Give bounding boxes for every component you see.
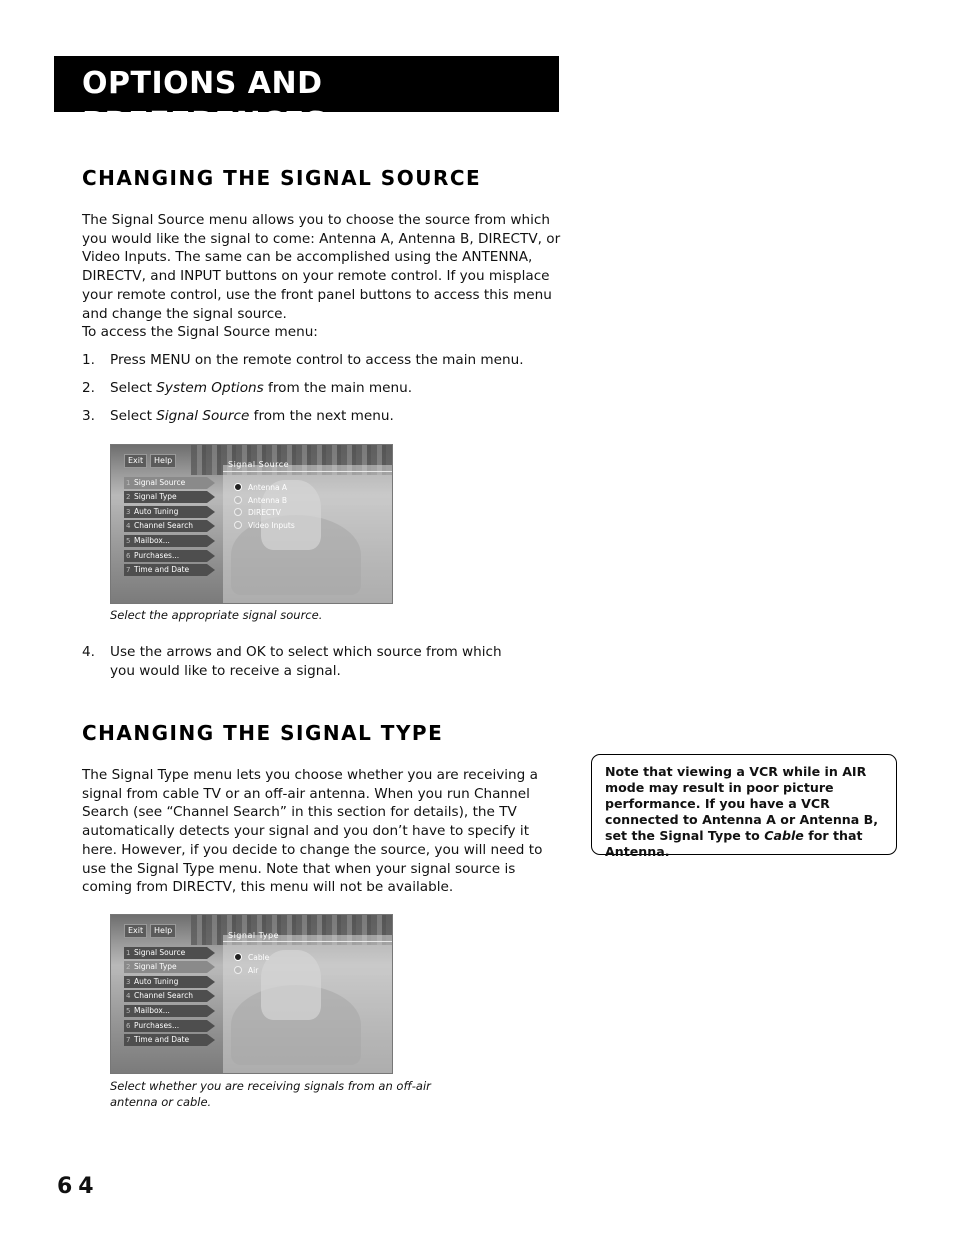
- menu-item-number: 3: [126, 508, 131, 516]
- menu-item-label: Auto Tuning: [134, 507, 179, 516]
- menu-item-label: Signal Type: [134, 962, 177, 971]
- menu-item-number: 4: [126, 522, 131, 530]
- menu-item-number: 5: [126, 1007, 131, 1015]
- section-heading-signal-source: CHANGING THE SIGNAL SOURCE: [82, 166, 482, 190]
- menu-item-label: Signal Source: [134, 948, 186, 957]
- step-text: [110, 379, 550, 398]
- step-text-pre: Select: [110, 408, 157, 424]
- signal-type-paragraph: The Signal Type menu lets you choose whether you are receiving a signal from cable TV or an off-air antenna. When you run Channel Search (see “Channel Search” in this section for details), the TV automatically detects your signal and you don’t have to specify it here. However, if you decide to change the source, you will need to use the Signal Type menu. Note that when your signal source is coming from DIRECTV, this menu will not be available.: [82, 767, 543, 896]
- panel-title-divider: [223, 941, 392, 942]
- menu-item-auto-tuning[interactable]: [124, 506, 207, 518]
- option-label: DIRECTV: [248, 508, 281, 517]
- step-text: [110, 407, 550, 426]
- step-number: 3.: [82, 408, 95, 424]
- menu-item-label: Time and Date: [134, 565, 190, 574]
- option-cable[interactable]: [234, 953, 269, 963]
- menu-item-number: 7: [126, 566, 131, 574]
- signal-source-intro: [82, 211, 564, 342]
- menu-item-label: Mailbox...: [134, 536, 170, 545]
- step-text: Press MENU on the remote control to access the main menu.: [110, 352, 524, 368]
- menu-item-time-and-date[interactable]: [124, 1034, 207, 1046]
- option-label: Antenna A: [248, 483, 288, 492]
- menu-item-signal-type[interactable]: [124, 491, 207, 503]
- menu-item-mailbox[interactable]: [124, 1005, 207, 1017]
- signal-type-intro: [82, 766, 564, 897]
- menu-item-mailbox[interactable]: [124, 535, 207, 547]
- menu-item-label: Channel Search: [134, 521, 193, 530]
- step-text-post: from the main menu.: [263, 380, 413, 396]
- menu-item-number: 3: [126, 978, 131, 986]
- menu-item-time-and-date[interactable]: [124, 564, 207, 576]
- menu-item-label: Purchases...: [134, 1021, 180, 1030]
- menu-item-label: Time and Date: [134, 1035, 190, 1044]
- panel-title: Signal Source: [228, 460, 290, 469]
- option-directv[interactable]: [234, 508, 281, 518]
- menu-item-label: Auto Tuning: [134, 977, 179, 986]
- option-video-inputs[interactable]: [234, 521, 295, 531]
- step-text-post: from the next menu.: [249, 408, 394, 424]
- menu-item-number: 5: [126, 537, 131, 545]
- radio-icon: [234, 508, 242, 516]
- signal-source-paragraph: The Signal Source menu allows you to choose the source from which you would like the signal to come: Antenna A, Antenna B, DIRECTV, or Video Inputs. The same can be accomplished using the ANTENNA, DIRECTV, and INPUT buttons on your remote control. If you misplace your remote control, use the front panel buttons to access this menu and change the signal source.: [82, 212, 561, 322]
- exit-button[interactable]: Exit: [124, 454, 147, 468]
- menu-item-label: Mailbox...: [134, 1006, 170, 1015]
- menu-item-purchases[interactable]: [124, 550, 207, 562]
- panel-title: Signal Type: [228, 931, 279, 940]
- section-heading-signal-type: CHANGING THE SIGNAL TYPE: [82, 721, 444, 745]
- menu-item-number: 2: [126, 493, 131, 501]
- chapter-header-bar: [54, 56, 559, 141]
- radio-icon: [234, 496, 242, 504]
- step-number: 1.: [82, 352, 95, 368]
- help-button[interactable]: Help: [150, 454, 176, 468]
- step-text-em: Signal Source: [156, 408, 250, 424]
- chapter-title: OPTIONS AND PREFERENCES: [82, 66, 327, 141]
- note-text-em: Cable: [764, 828, 804, 843]
- exit-button[interactable]: Exit: [124, 924, 147, 938]
- menu-item-number: 6: [126, 1022, 131, 1030]
- option-antenna-a[interactable]: [234, 483, 287, 493]
- step-text: Use the arrows and OK to select which source from which you would like to receive a signal.: [110, 644, 502, 679]
- step-text-pre: Select: [110, 380, 157, 396]
- menu-item-number: 7: [126, 1036, 131, 1044]
- radio-icon: [234, 966, 242, 974]
- help-button[interactable]: Help: [150, 924, 176, 938]
- menu-item-auto-tuning[interactable]: [124, 976, 207, 988]
- option-label: Antenna B: [248, 496, 288, 505]
- menu-item-signal-type[interactable]: [124, 961, 207, 973]
- menu-item-number: 6: [126, 552, 131, 560]
- step-number: 2.: [82, 380, 95, 396]
- note-box: [591, 754, 897, 859]
- option-label: Cable: [248, 953, 270, 962]
- menu-item-channel-search[interactable]: [124, 990, 207, 1002]
- menu-item-label: Channel Search: [134, 991, 193, 1000]
- menu-item-signal-source[interactable]: [124, 477, 207, 489]
- menu-item-channel-search[interactable]: [124, 520, 207, 532]
- option-air[interactable]: [234, 966, 258, 976]
- menu-item-purchases[interactable]: [124, 1020, 207, 1032]
- option-antenna-b[interactable]: [234, 496, 287, 506]
- menu-item-label: Signal Source: [134, 478, 186, 487]
- step-number: 4.: [82, 644, 95, 660]
- menu-item-number: 4: [126, 992, 131, 1000]
- page-number: 64: [57, 1174, 100, 1199]
- signal-source-caption: Select the appropriate signal source.: [110, 608, 323, 622]
- menu-item-number: 1: [126, 949, 131, 957]
- menu-item-label: Signal Type: [134, 492, 177, 501]
- menu-item-label: Purchases...: [134, 551, 180, 560]
- radio-selected-icon: [234, 483, 242, 491]
- step-text-em: System Options: [156, 380, 264, 396]
- radio-icon: [234, 521, 242, 529]
- access-instruction: To access the Signal Source menu:: [82, 324, 318, 341]
- menu-item-number: 1: [126, 479, 131, 487]
- menu-item-signal-source[interactable]: [124, 947, 207, 959]
- option-label: Air: [248, 966, 259, 975]
- signal-source-screen: [110, 444, 393, 604]
- signal-type-screen: [110, 914, 393, 1074]
- radio-selected-icon: [234, 953, 242, 961]
- note-text-pre: Note that viewing a VCR while in AIR mode may result in poor picture performance. If you have a VCR connected to Antenna A or Antenna B, set the Signal Type to: [605, 764, 879, 843]
- menu-item-number: 2: [126, 963, 131, 971]
- note-text-post: for that Antenna.: [605, 828, 863, 859]
- signal-type-caption: Select whether you are receiving signals from an off-air antenna or cable.: [110, 1079, 431, 1109]
- option-label: Video Inputs: [248, 521, 295, 530]
- panel-title-divider: [223, 471, 392, 472]
